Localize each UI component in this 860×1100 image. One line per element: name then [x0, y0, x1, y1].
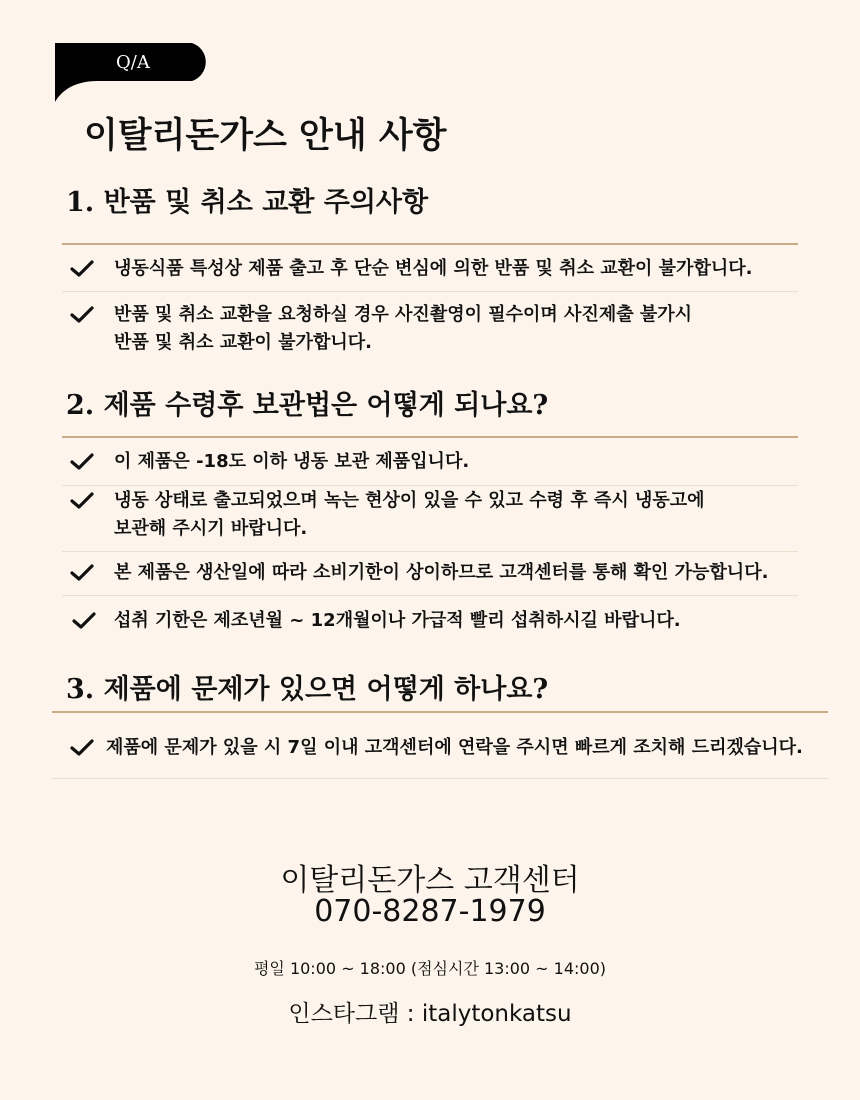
- list-item-text-line-2: 보관해 주시기 바랍니다.: [114, 518, 308, 539]
- instagram-handle: 인스타그램 : italytonkatsu: [288, 1001, 572, 1027]
- checkmark-icon: [70, 259, 98, 279]
- business-hours: 평일 10:00 ~ 18:00 (점심시간 13:00 ~ 14:00): [253, 959, 607, 978]
- divider: [62, 595, 798, 596]
- list-item: [70, 452, 469, 478]
- list-item-text: 제품에 문제가 있을 시 7일 이내 고객센터에 연락을 주시면 빠르게 조치해 드리겠습니다.: [106, 737, 803, 758]
- checkmark-icon: [72, 611, 100, 631]
- checkmark-icon: [70, 452, 98, 472]
- checkmark-icon: [70, 305, 98, 325]
- list-item: [70, 491, 705, 545]
- section-1-heading: 1. 반품 및 취소 교환 주의사항: [66, 187, 429, 218]
- list-item-text-line-1: 반품 및 취소 교환을 요청하실 경우 사진촬영이 필수이며 사진제출 불가시: [114, 304, 693, 325]
- qa-tab-label: Q/A: [116, 52, 150, 73]
- page-title: 이탈리돈가스 안내 사항: [84, 115, 447, 156]
- list-item: [70, 563, 768, 589]
- list-item-text: 냉동식품 특성상 제품 출고 후 단순 변심에 의한 반품 및 취소 교환이 불가합니다.: [114, 258, 753, 279]
- list-item: [70, 259, 752, 285]
- checkmark-icon: [70, 738, 98, 758]
- section-3-heading: 3. 제품에 문제가 있으면 어떻게 하나요?: [66, 674, 549, 705]
- list-item: [70, 738, 803, 764]
- divider: [62, 551, 798, 552]
- list-item-text: 섭취 기한은 제조년월 ~ 12개월이나 가급적 빨리 섭취하시길 바랍니다.: [114, 610, 681, 631]
- checkmark-icon: [70, 491, 98, 511]
- section-2-heading: 2. 제품 수령후 보관법은 어떻게 되나요?: [66, 390, 549, 421]
- list-item: [72, 611, 681, 637]
- divider: [62, 291, 798, 292]
- list-item-text-line-2: 반품 및 취소 교환이 불가합니다.: [114, 332, 372, 353]
- list-item: [70, 305, 692, 359]
- section-2-rule: [62, 436, 798, 438]
- section-3-rule: [52, 711, 828, 713]
- list-item-text-line-1: 냉동 상태로 출고되었으며 녹는 현상이 있을 수 있고 수령 후 즉시 냉동고에: [114, 490, 705, 511]
- section-1-rule: [62, 243, 798, 245]
- divider: [52, 778, 828, 779]
- list-item-text: 이 제품은 -18도 이하 냉동 보관 제품입니다.: [114, 451, 470, 472]
- customer-center-name: 이탈리돈가스 고객센터: [280, 863, 580, 898]
- list-item-text: 본 제품은 생산일에 따라 소비기한이 상이하므로 고객센터를 통해 확인 가능합니다.: [114, 562, 769, 583]
- checkmark-icon: [70, 563, 98, 583]
- customer-center-phone: 070-8287-1979: [314, 894, 546, 929]
